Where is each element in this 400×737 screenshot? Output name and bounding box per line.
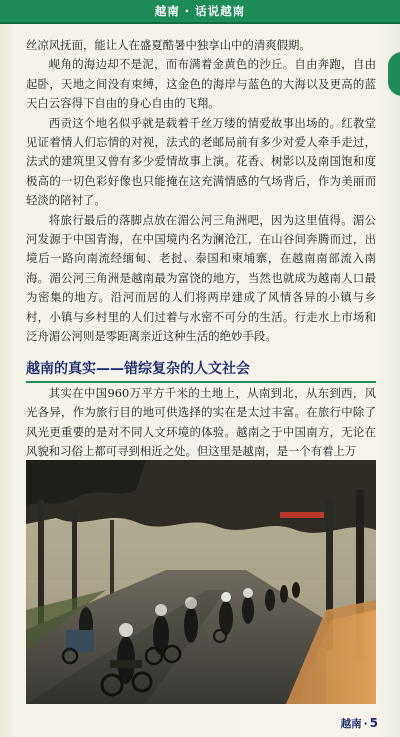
body-text-section [26, 384, 376, 462]
chapter-edge-tab [388, 52, 400, 96]
paragraph-3: 西贡这个地名似乎就是载着千丝万缕的情爱故事出场的。红教堂见证着情人们忘情的对视，法式的老邮局前有多少对爱人牵手走过，法式的建筑里又曾有多少爱情故事上演。花香、树影以及南国饱和度极高的一切色彩好像也只能掩在这充满情感的气场背后，作为美丽而轻淡的陪衬了。 [26, 115, 376, 208]
section-heading: 越南的真实——错综复杂的人文社会 [26, 359, 376, 383]
footer-separator-glyph: · [363, 718, 368, 730]
paragraph-1: 丝凉风抚面，能让人在盛夏酷暑中独享山中的清爽假期。 [26, 38, 311, 52]
paragraph-4: 将旅行最后的落脚点放在湄公河三角洲吧，因为这里值得。湄公河发源于中国青海，在中国境内名为澜沧江，在山谷间奔腾而过，出境后一路向南流经缅甸、老挝、泰国和柬埔寨，在越南南部流入南海。湄公河三角洲是越南最为富饶的地方，当然也就成为越南人口最为密集的地方。沿河而居的人们将两岸建成了风情各异的小镇与乡村，小镇与乡村里的人们过着与水密不可分的生活。行走水上市场和泛舟湄公河则是零距离亲近这种生活的绝妙手段。 [26, 212, 376, 344]
section-paragraph: 其实在中国960万平方千米的土地上，从南到北，从东到西，风光各异，作为旅行目的地可供选择的实在是太过丰富。在旅行中除了风光更重要的是对不同人文环境的体验。越南之于中国南方，无论在风貌和习俗上都可寻到相近之处。但这里是越南，是一个有着上万 [26, 386, 376, 459]
motorbike-street-illustration [26, 460, 376, 704]
page-number: 5 [369, 716, 378, 730]
body-text-top [26, 36, 376, 347]
street-scene-photo [26, 460, 376, 704]
footer-section-label: 越南 [340, 718, 362, 730]
page-footer [341, 716, 378, 731]
paragraph-2: 岘角的海边却不是泥，而布满着金黄色的沙丘。自由奔跑，自由起卧，天地之间没有束缚，这金色的海岸与蓝色的大海以及更高的蓝天白云容得下自由的身心自由的飞翔。 [26, 57, 376, 111]
running-header-title: 越南 · 话说越南 [154, 4, 246, 18]
